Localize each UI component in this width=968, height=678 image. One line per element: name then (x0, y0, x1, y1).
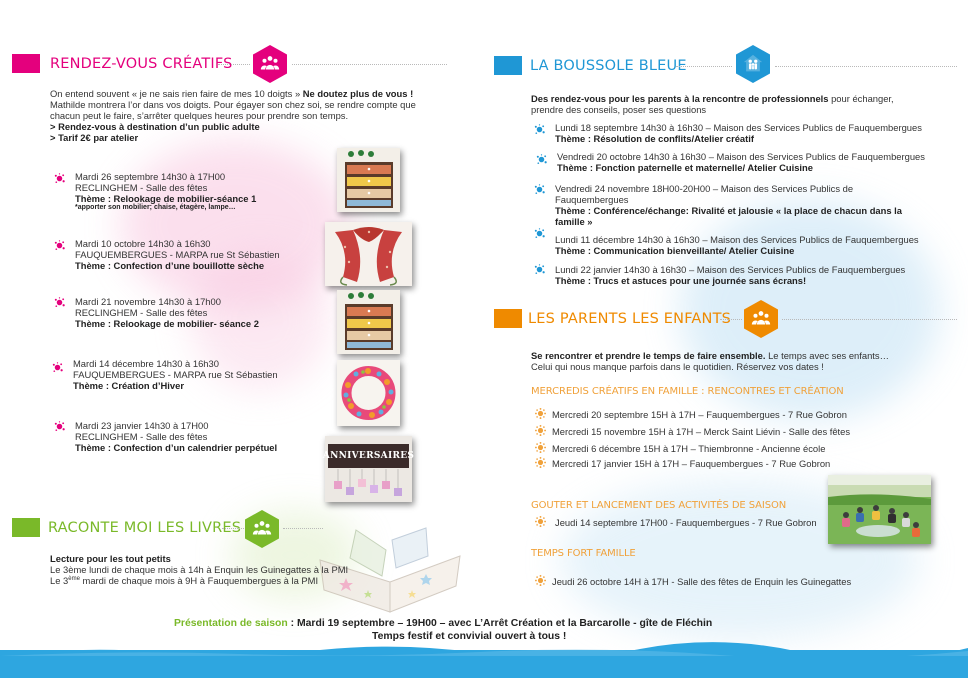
pink-splat-icon (54, 297, 65, 308)
event-date: Vendredi 20 octobre 14h30 à 16h30 – Maison des Services Publics de Fauquembergues (557, 151, 925, 162)
calendar-word: ANNIVERSAIRES (322, 450, 415, 461)
painted-dresser-photo (337, 290, 400, 354)
section-rule (218, 64, 250, 65)
event-item (75, 171, 256, 213)
orange-sun-icon (535, 425, 546, 436)
intro-text: Mathilde montrera l’or dans vos doigts. Pour égayer son chez soi, se rendre compte que (50, 99, 416, 111)
intro-bold: Des rendez-vous pour les parents à la rencontre de professionnels (531, 93, 829, 104)
event-theme: Thème : Fonction paternelle et maternelle/ Atelier Cuisine (557, 162, 813, 174)
section-rule (676, 66, 732, 67)
gouter-item: Jeudi 14 septembre 17H00 - Fauquembergues - 7 Rue Gobron (555, 517, 817, 528)
section-marker (494, 309, 522, 328)
blue-splat-icon (534, 184, 545, 195)
painted-dresser-photo (337, 148, 400, 212)
event-theme: Thème : Conférence/échange: Rivalité et jalousie « la place de chacun dans la (555, 205, 902, 217)
intro-text: Le temps avec ses enfants… (765, 350, 889, 361)
livres-line: Le 3ème lundi de chaque mois à 14h à Enquin les Guinegattes à la PMI (50, 564, 349, 576)
event-date: Mardi 21 novembre 14h30 à 17h00 (75, 296, 221, 307)
orange-sun-icon (535, 457, 546, 468)
presentation-subtitle: Temps festif et convivial ouvert à tous ! (372, 631, 567, 642)
event-place: FAUQUEMBERGUES - MARPA rue St Sébastien (75, 249, 280, 261)
section-marker (494, 56, 522, 75)
section-rule (775, 66, 957, 67)
section-rule (720, 319, 742, 320)
orange-sun-icon (535, 575, 546, 586)
event-theme: Thème : Confection d’un calendrier perpétuel (75, 442, 278, 454)
wednesday-item: Mercredi 15 novembre 15H à 17H – Merck Saint Liévin - Salle des fêtes (552, 426, 851, 437)
presentation-text: : Mardi 19 septembre – 19H00 – avec L’Arrêt Création et la Barcarolle - gîte de Fléchin (287, 618, 713, 629)
season-presentation (174, 618, 712, 630)
fabric-bag-photo (325, 222, 412, 286)
boussole-intro (531, 93, 894, 115)
blue-splat-icon (534, 228, 545, 239)
blue-splat-icon (536, 154, 547, 165)
event-date: Mardi 26 septembre 14h30 à 17H00 (75, 171, 226, 182)
section-rule (782, 319, 957, 320)
people-icon (253, 45, 287, 83)
intro-text: On entend souvent « je ne sais rien faire de mes 10 doigts » (50, 88, 301, 99)
boussole-event (555, 264, 905, 286)
pink-splat-icon (54, 173, 65, 184)
presentation-label: Présentation de saison (174, 618, 288, 629)
creatifs-intro (50, 88, 450, 143)
subheading-gouter: GOUTER ET LANCEMENT DES ACTIVITÉS DE SAISON (531, 500, 787, 511)
event-date: Fauquembergues (555, 194, 629, 206)
parents-intro (531, 350, 889, 372)
section-rule (222, 528, 244, 529)
event-date: Lundi 22 janvier 14h30 à 16h30 – Maison des Services Publics de Fauquembergues (555, 264, 906, 275)
intro-text: pour échanger, (828, 93, 894, 104)
intro-bold: Ne doutez plus de vous ! (302, 88, 414, 99)
livres-line: Le 3ème mardi de chaque mois à 9H à Fauquembergues à la PMI (50, 575, 319, 587)
family-picnic-photo (828, 475, 931, 544)
event-item (73, 358, 278, 391)
boussole-event (555, 234, 919, 256)
audience-note: > Rendez-vous à destination d’un public adulte (50, 121, 260, 133)
event-theme: Thème : Relookage de mobilier-séance 1 (75, 193, 257, 205)
event-date: Mardi 14 décembre 14h30 à 16h30 (73, 358, 219, 369)
event-theme: Thème : Relookage de mobilier- séance 2 (75, 318, 259, 330)
temps-fort-item: Jeudi 26 octobre 14H à 17H - Salle des fêtes de Enquin les Guinegattes (552, 576, 852, 587)
event-date: Vendredi 24 novembre 18H00-20H00 – Maison des Services Publics de (555, 183, 854, 194)
subheading-temps-fort: TEMPS FORT FAMILLE (531, 548, 636, 559)
event-note: *apporter son mobilier; chaise, étagère, lampe… (75, 204, 236, 212)
intro-text: chacun peut le faire, s’arrêter quelques heures pour prendre son temps. (50, 110, 349, 122)
intro-text: Celui qui nous manque parfois dans le quotidien. Réservez vos dates ! (531, 361, 824, 373)
event-theme: Thème : Communication bienveillante/ Atelier Cuisine (555, 245, 795, 257)
boussole-event (557, 151, 925, 173)
subheading-mercredis: MERCREDIS CRÉATIFS EN FAMILLE : RENCONTRES ET CRÉATION (531, 386, 844, 397)
livres-text (50, 553, 348, 586)
intro-text: prendre des conseils, poser ses questions (531, 104, 707, 116)
orange-sun-icon (535, 442, 546, 453)
event-item (75, 420, 277, 453)
event-item (75, 296, 259, 329)
boussole-event (555, 183, 902, 227)
price-note: > Tarif 2€ par atelier (50, 132, 139, 144)
pink-splat-icon (52, 362, 63, 373)
livres-heading: Lecture pour les tout petits (50, 553, 171, 564)
pink-splat-icon (54, 421, 65, 432)
orange-sun-icon (535, 408, 546, 419)
boussole-event (555, 122, 922, 144)
event-place: RECLINGHEM - Salle des fêtes (75, 307, 208, 319)
event-place: RECLINGHEM - Salle des fêtes (75, 182, 208, 194)
blue-splat-icon (534, 124, 545, 135)
section-marker (12, 54, 40, 73)
event-place: RECLINGHEM - Salle des fêtes (75, 431, 208, 443)
event-theme: Thème : Résolution de conflits/Atelier créatif (555, 133, 754, 145)
blue-splat-icon (534, 264, 545, 275)
event-date: Lundi 18 septembre 14h30 à 16h30 – Maison des Services Publics de Fauquembergues (555, 122, 922, 133)
event-theme: Thème : Création d’Hiver (73, 380, 184, 392)
event-date: Mardi 10 octobre 14h30 à 16h30 (75, 238, 211, 249)
wednesday-item: Mercredi 17 janvier 15H à 17H – Fauquembergues - 7 Rue Gobron (552, 458, 831, 469)
event-date: Lundi 11 décembre 14h30 à 16h30 – Maison des Services Publics de Fauquembergues (555, 234, 919, 245)
event-theme: famille » (555, 216, 593, 228)
calendar-board (322, 444, 415, 468)
event-theme: Thème : Trucs et astuces pour une journée sans écrans! (555, 275, 807, 287)
bottom-wave (0, 640, 968, 656)
calendar-tags (328, 469, 409, 499)
family-home-icon (736, 45, 770, 83)
orange-sun-icon (535, 516, 546, 527)
section-title-creatifs: RENDEZ-VOUS CRÉATIFS (50, 56, 233, 72)
pink-splat-icon (54, 240, 65, 251)
event-theme: Thème : Confection d’une bouillotte sèche (75, 260, 265, 272)
intro-bold: Se rencontrer et prendre le temps de faire ensemble. (531, 350, 766, 361)
wednesday-item: Mercredi 6 décembre 15H à 17H – Thiembronne - Ancienne école (552, 443, 826, 454)
section-rule (292, 64, 447, 65)
wednesday-item: Mercredi 20 septembre 15H à 17H – Fauquembergues - 7 Rue Gobron (552, 409, 847, 420)
event-date: Mardi 23 janvier 14h30 à 17H00 (75, 420, 209, 431)
anniversaires-calendar-photo (322, 436, 415, 502)
section-title-parents: LES PARENTS LES ENFANTS (528, 311, 732, 327)
section-title-boussole: LA BOUSSOLE BLEUE (530, 58, 687, 74)
section-title-livres: RACONTE MOI LES LIVRES (48, 520, 242, 536)
event-place: FAUQUEMBERGUES - MARPA rue St Sébastien (73, 369, 278, 381)
event-item (75, 238, 280, 271)
wreath-photo (337, 360, 400, 426)
section-marker (12, 518, 40, 537)
